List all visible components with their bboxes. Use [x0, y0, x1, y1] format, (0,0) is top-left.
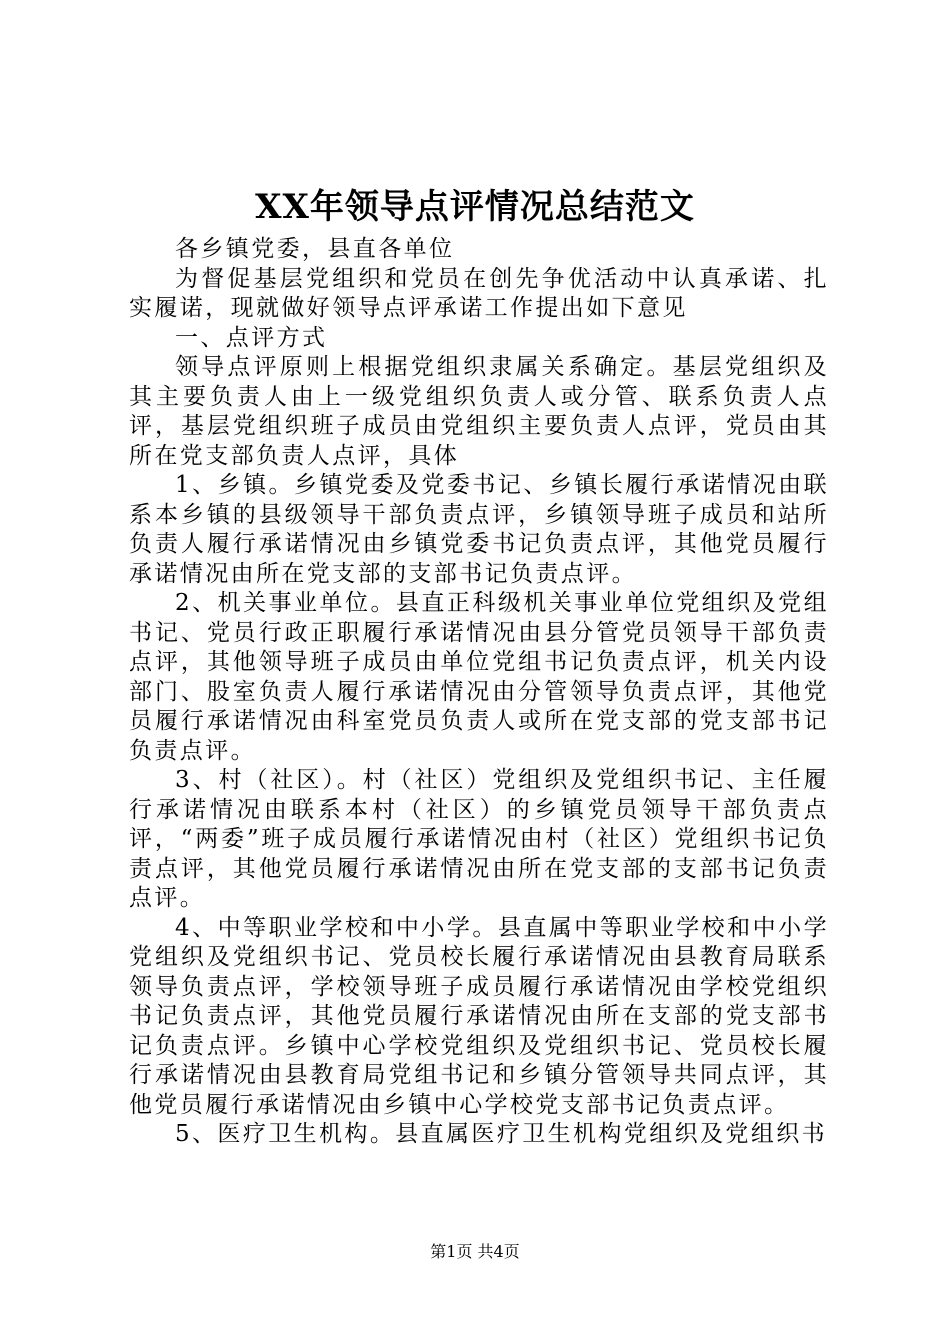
section-heading: 一、点评方式: [175, 324, 328, 351]
paragraph: 2、机关事业单位。县直正科级机关事业单位党组织及党组书记、党员行政正职履行承诺情况由县分管党员领导干部负责点评，其他领导班子成员由单位党组书记负责点评，机关内设部门、股室负责人履行承诺情况由分管领导负责点评，其他党员履行承诺情况由科室党员负责人或所在党支部的党支部书记负责点评。: [129, 590, 829, 764]
paragraph: 3、村（社区）。村（社区）党组织及党组织书记、主任履行承诺情况由联系本村（社区）的乡镇党员领导干部负责点评，“两委”班子成员履行承诺情况由村（社区）党组织书记负责点评，其他党员履行承诺情况由所在党支部的支部书记负责点评。: [129, 767, 829, 911]
paragraph: 领导点评原则上根据党组织隶属关系确定。基层党组织及其主要负责人由上一级党组织负责人或分管、联系负责人点评，基层党组织班子成员由党组织主要负责人点评，党员由其所在党支部负责人点评，具体: [129, 354, 829, 469]
page-number-footer: 第1页 共4页: [430, 1242, 520, 1261]
paragraph: 4、中等职业学校和中小学。县直属中等职业学校和中小学党组织及党组织书记、党员校长履行承诺情况由县教育局联系领导负责点评，学校领导班子成员履行承诺情况由学校党组织书记负责点评，其他党员履行承诺情况由所在支部的党支部书记负责点评。乡镇中心学校党组织及党组织书记、党员校长履行承诺情况由县教育局党组书记和乡镇分管领导共同点评，其他党员履行承诺情况由乡镇中心学校党支部书记负责点评。: [129, 914, 829, 1118]
paragraph: 为督促基层党组织和党员在创先争优活动中认真承诺、扎实履诺，现就做好领导点评承诺工作提出如下意见: [129, 265, 829, 321]
paragraph: 1、乡镇。乡镇党委及党委书记、乡镇长履行承诺情况由联系本乡镇的县级领导干部负责点评，乡镇领导班子成员和站所负责人履行承诺情况由乡镇党委书记负责点评，其他党员履行承诺情况由所在党支部的支部书记负责点评。: [129, 472, 829, 587]
document-title: XX年领导点评情况总结范文: [255, 187, 695, 227]
document-body: [129, 235, 829, 1150]
paragraph: 5、医疗卫生机构。县直属医疗卫生机构党组织及党组织书: [175, 1121, 828, 1147]
paragraph: 各乡镇党委，县直各单位: [175, 236, 455, 262]
